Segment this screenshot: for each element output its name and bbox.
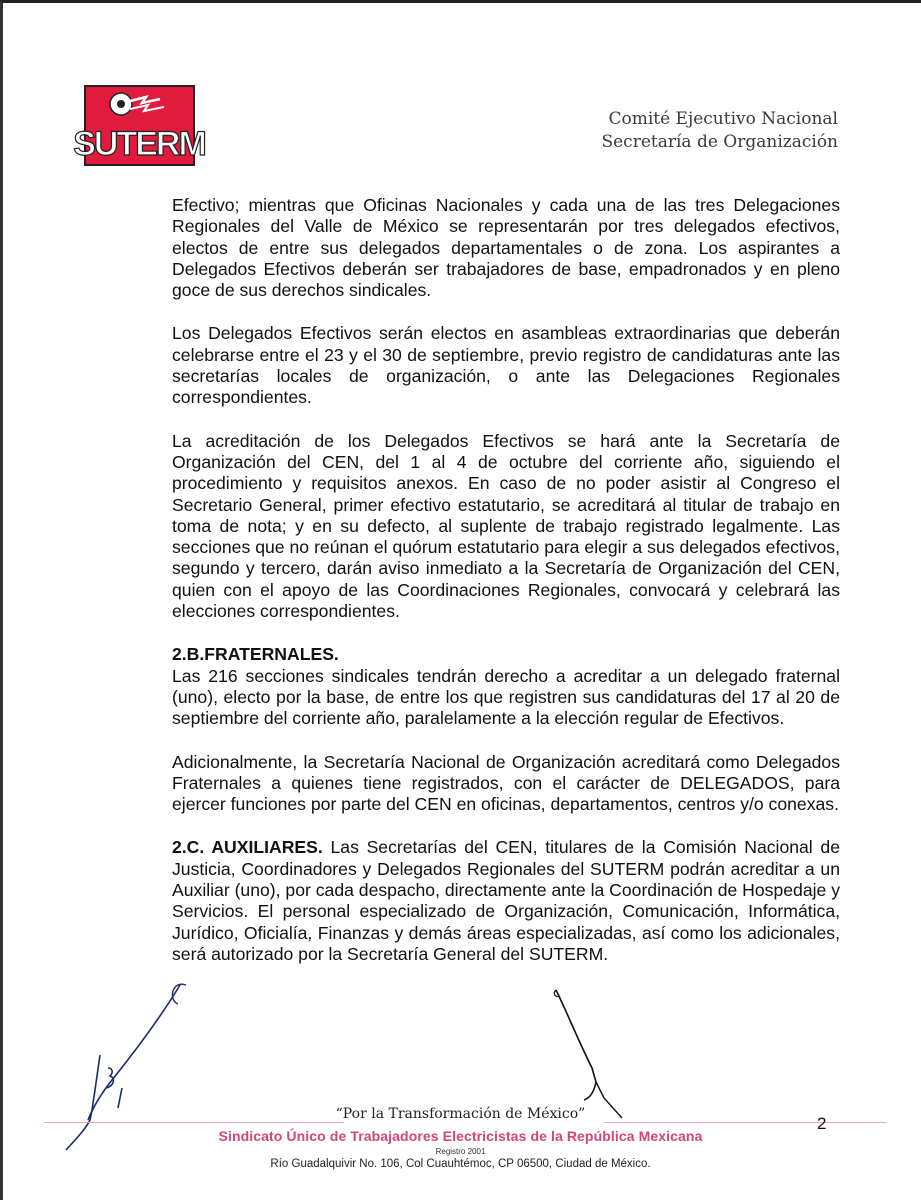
- footer-registry: Registro 2001: [435, 1147, 486, 1156]
- paragraph-adicionalmente: Adicionalmente, la Secretaría Nacional de Organización acreditará como Delegados Fraternales a quienes tiene registrados, con el carácter de DELEGADOS, para ejercer funciones por parte del CEN en oficinas, departamentos, centros y/o conexas.: [172, 751, 840, 815]
- svg-text:SUTERM: SUTERM: [73, 125, 205, 163]
- paragraph-auxiliares: [172, 837, 840, 965]
- paragraph-eleccion: Los Delegados Efectivos serán electos en asambleas extraordinarias que deberán celebrarse entre el 23 y el 30 de septiembre, previo registro de candidaturas ante las secretarías locales de organización, o ante las Delegaciones Regionales correspondientes.: [172, 323, 840, 408]
- paragraph-acreditacion: La acreditación de los Delegados Efectivos se hará ante la Secretaría de Organización del CEN, del 1 al 4 de octubre del corriente año, siguiendo el procedimiento y requisitos anexos. En caso de no poder asistir al Congreso el Secretario General, primer efectivo estatutario, se acreditará al titular de trabajo en toma de nota; y en su defecto, al suplente de trabajo registrado legalmente. Las secciones que no reúnan el quórum estatutario para elegir a sus delegados efectivos, segundo y tercero, darán aviso inmediato a la Secretaría de Organización del CEN, quien con el apoyo de las Coordinaciones Regionales, convocará y celebrará las elecciones correspondientes.: [172, 430, 840, 622]
- heading-fraternales: 2.B.FRATERNALES.: [172, 644, 339, 665]
- header-office: [601, 108, 838, 154]
- suterm-logo: [73, 85, 205, 166]
- paragraph-fraternales: Las 216 secciones sindicales tendrán derecho a acreditar a un delegado fraternal (uno), electo por la base, de entre los que registren sus candidaturas del 17 al 20 de septiembre del corriente año, paralelamente a la elección regular de Efectivos.: [172, 665, 840, 729]
- header-committee: Comité Ejecutivo Nacional: [608, 109, 838, 129]
- page-number: 2: [817, 1114, 827, 1133]
- suterm-logo-graphic: [73, 87, 205, 164]
- paragraph-efectivo: Efectivo; mientras que Oficinas Nacionales y cada una de las tres Delegaciones Regionales del Valle de México se representarán por tres delegados efectivos, electos de entre sus delegados departamentales o de zona. Los aspirantes a Delegados Efectivos deberán ser trabajadores de base, empadronados y en pleno goce de sus derechos sindicales.: [172, 195, 840, 301]
- footer-union-name: Sindicato Único de Trabajadores Electricistas de la República Mexicana: [218, 1128, 703, 1144]
- footer-motto: “Por la Transformación de México”: [335, 1106, 586, 1122]
- footer-rule-right: [604, 1122, 886, 1123]
- paragraph-auxiliares-text: Las Secretarías del CEN, titulares de la Comisión Nacional de Justicia, Coordinadores y Delegados Regionales del SUTERM podrán acreditar a un Auxiliar (uno), por cada despacho, directamente ante la Coordinación de Hospedaje y Servicios. El personal especializado de Organización, Comunicación, Informática, Jurídico, Oficialía, Finanzas y demás áreas especializadas, así como los adicionales, será autorizado por la Secretaría General del SUTERM.: [172, 837, 840, 964]
- document-body: [172, 195, 840, 987]
- footer-rule-left: [44, 1122, 344, 1123]
- heading-auxiliares: 2.C. AUXILIARES.: [172, 837, 323, 858]
- header-secretariat: Secretaría de Organización: [601, 132, 838, 152]
- footer-address: Río Guadalquivir No. 106, Col Cuauhtémoc, CP 06500, Ciudad de México.: [270, 1158, 651, 1170]
